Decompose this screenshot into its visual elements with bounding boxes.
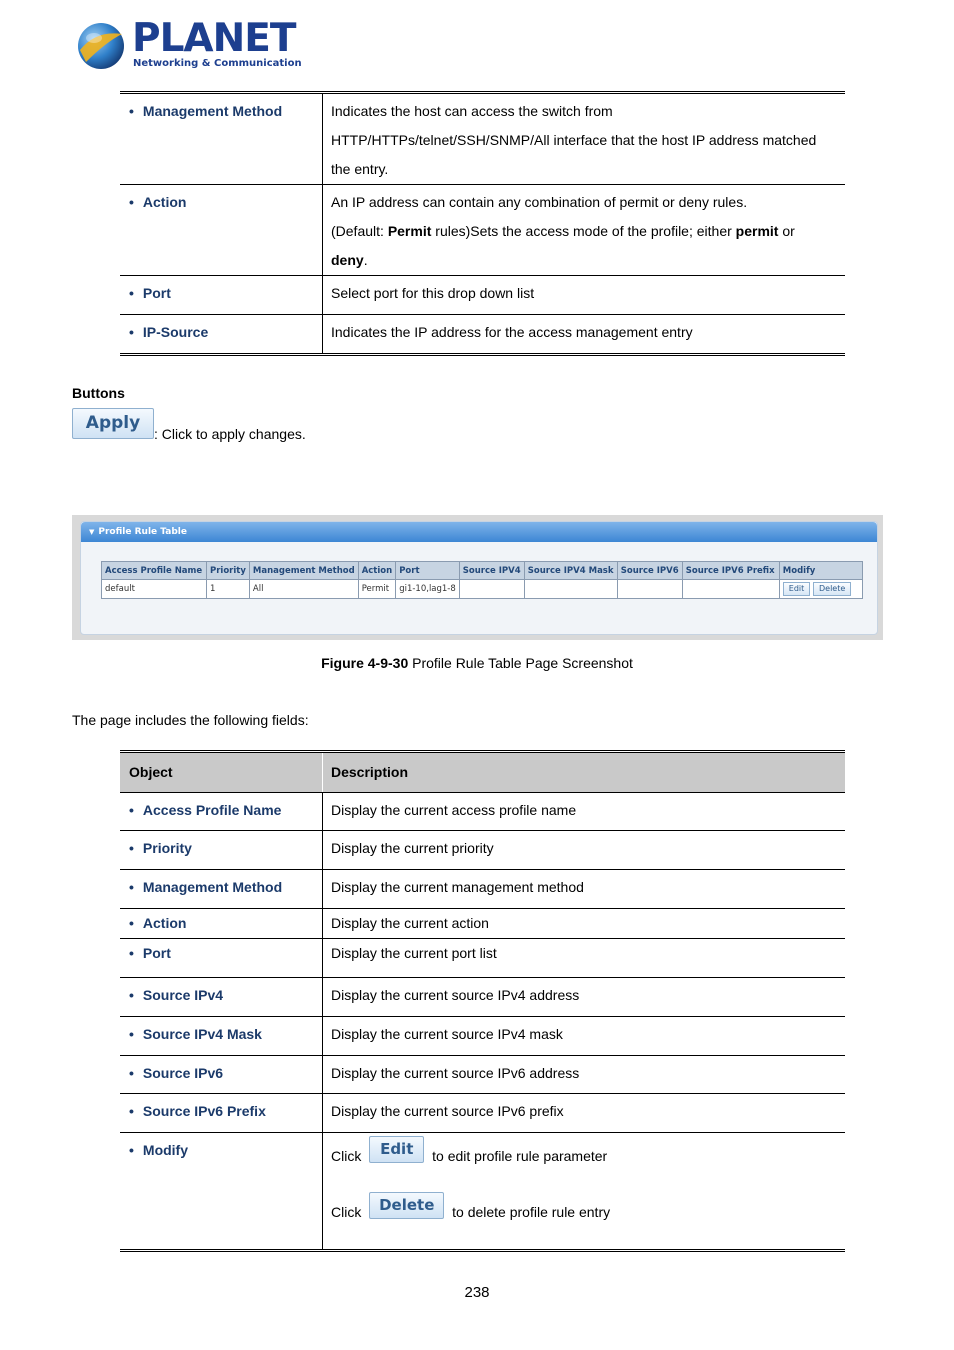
edit-button[interactable]: Edit [369,1136,424,1163]
column-header: Source IPV4 [459,562,524,580]
column-header: Source IPV4 Mask [524,562,617,580]
delete-desc: to delete profile rule entry [452,1204,611,1220]
column-header: Port [396,562,460,580]
profile-rule-table [101,561,863,599]
column-header: Access Profile Name [102,562,207,580]
table-row [120,1133,845,1251]
panel-title: Profile Rule Table [98,527,187,537]
table-cell [682,580,779,599]
object-label: • Priority [129,840,192,856]
table-row [120,185,845,276]
table-cell [617,580,682,599]
description: Display the current source IPv6 prefix [323,1094,846,1133]
description-line: Indicates the host can access the switch from [331,103,613,119]
panel-header[interactable] [81,522,877,542]
description: Display the current source IPv4 mask [323,1017,846,1056]
brand-tagline: Networking & Communication [133,58,302,69]
table-cell [459,580,524,599]
text-run: deny [331,252,364,268]
object-label: • Action [129,915,186,931]
intro-text: The page includes the following fields: [72,712,309,728]
column-header: Management Method [249,562,358,580]
table-header-row [102,562,863,580]
page-number: 238 [464,1284,490,1301]
object-label: • Port [129,285,171,301]
table-row [102,580,863,599]
object-label: • IP-Source [129,324,208,340]
edit-button[interactable]: Edit [783,582,811,596]
object-label: • Source IPv6 Prefix [129,1103,266,1119]
column-header: Action [358,562,396,580]
text-run: permit [735,223,779,239]
object-label: • Action [129,194,186,210]
object-label: • Source IPv4 [129,987,223,1003]
text-run: Permit [387,223,432,239]
apply-desc-text: : Click to apply changes. [154,426,306,442]
table-row [120,939,845,978]
text-run: or [778,223,795,239]
description: Display the current port list [323,939,846,978]
column-header: Modify [779,562,862,580]
description: Display the current priority [323,831,846,870]
edit-desc: to edit profile rule parameter [432,1148,608,1164]
table-cell: Permit [358,580,396,599]
description-line: HTTP/HTTPs/telnet/SSH/SNMP/All interface that the host IP address matched [331,132,817,148]
delete-button[interactable]: Delete [369,1192,444,1219]
description-line: the entry. [331,161,389,177]
column-header: Source IPV6 Prefix [682,562,779,580]
object-label: • Access Profile Name [129,802,281,818]
object-label: • Management Method [129,879,282,895]
table-row [120,909,845,939]
table-row [120,93,845,185]
apply-button[interactable]: Apply [72,408,154,439]
table-row [120,315,845,355]
table-row [120,1056,845,1094]
table-cell [779,580,862,599]
planet-logo [76,16,302,74]
object-label: • Modify [129,1142,188,1158]
description-line: An IP address can contain any combination of permit or deny rules. [331,194,748,210]
figure-caption [0,655,954,671]
column-header: Priority [207,562,250,580]
delete-button[interactable]: Delete [813,582,851,596]
profile-rule-screenshot [72,515,883,640]
table-cell: 1 [207,580,250,599]
description: Display the current access profile name [323,793,846,831]
text-run: . [363,252,368,268]
click-text: Click [331,1204,362,1220]
globe-icon [76,20,126,72]
collapse-arrow-icon[interactable]: ▼ [89,528,95,536]
definition-table-fields [120,750,845,1252]
brand-name: PLANET [132,16,296,61]
table-cell: All [249,580,358,599]
table-row [120,793,845,831]
table-cell: gi1-10,lag1-8 [396,580,460,599]
definition-table-top [120,91,845,356]
profile-rule-panel [80,521,878,635]
description: Indicates the IP address for the access management entry [323,315,846,355]
table-cell: default [102,580,207,599]
caption-text: Profile Rule Table Page Screenshot [408,655,633,671]
description-line [331,246,837,275]
text-run: rules)Sets the access mode of the profile; either [431,223,736,239]
table-header-row [120,752,845,793]
object-label: • Source IPv6 [129,1065,223,1081]
table-row [120,1094,845,1133]
table-row [120,1017,845,1056]
table-cell [524,580,617,599]
object-label: • Source IPv4 Mask [129,1026,262,1042]
column-header: Source IPV6 [617,562,682,580]
table-row [120,831,845,870]
column-header: Description [323,752,846,793]
table-row [120,870,845,909]
object-label: • Port [129,945,171,961]
text-run: (Default: [331,223,388,239]
description-line [331,217,837,246]
description: Display the current source IPv4 address [323,978,846,1017]
description: Select port for this drop down list [323,276,846,315]
table-row [120,276,845,315]
description: Display the current action [323,909,846,939]
description: Display the current source IPv6 address [323,1056,846,1094]
column-header: Object [120,752,323,793]
table-row [120,978,845,1017]
description: Display the current management method [323,870,846,909]
click-text: Click [331,1148,362,1164]
buttons-heading: Buttons [72,385,125,401]
caption-number: Figure 4-9-30 [321,655,409,671]
modify-delete-line [331,1196,837,1229]
apply-description [72,408,306,442]
object-label: • Management Method [129,103,282,119]
